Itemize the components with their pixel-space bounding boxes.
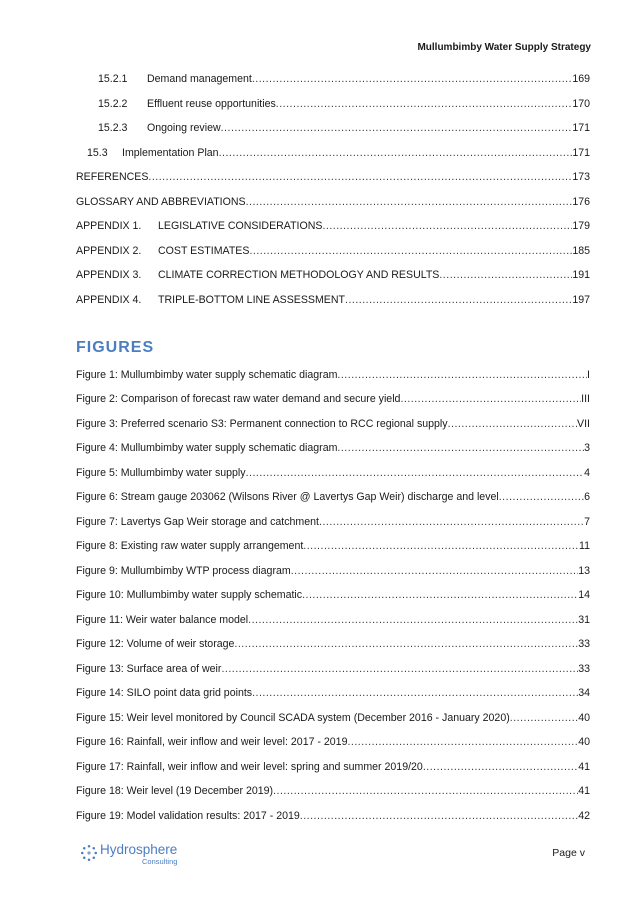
figure-entry[interactable] (76, 369, 590, 383)
toc-page: 176 (572, 196, 590, 208)
logo-subtext: Consulting (142, 857, 178, 866)
toc-entry-appendix-3[interactable] (76, 269, 590, 283)
toc-entry-15-3[interactable] (87, 147, 590, 161)
figure-entry[interactable] (76, 540, 590, 554)
figure-label: Figure 2: Comparison of forecast raw water demand and secure yield (76, 393, 401, 405)
figure-label: Figure 4: Mullumbimby water supply schematic diagram (76, 442, 338, 454)
toc-leader (221, 122, 573, 134)
figure-label: Figure 12: Volume of weir storage (76, 638, 235, 650)
figure-label: Figure 15: Weir level monitored by Council SCADA system (December 2016 - January 2020) (76, 712, 510, 724)
figure-entry[interactable] (76, 589, 590, 603)
figure-page: 7 (584, 516, 590, 528)
toc-page: 169 (572, 73, 590, 85)
figure-label: Figure 7: Lavertys Gap Weir storage and catchment (76, 516, 319, 528)
figure-entry[interactable] (76, 638, 590, 652)
figure-leader (273, 785, 578, 797)
figure-page: 3 (584, 442, 590, 454)
toc-label: LEGISLATIVE CONSIDERATIONS (158, 220, 323, 232)
toc-label: TRIPLE-BOTTOM LINE ASSESSMENT (158, 294, 345, 306)
figure-leader (400, 393, 581, 405)
toc-leader (249, 245, 572, 257)
figure-entry[interactable] (76, 418, 590, 432)
toc-label: Demand management (147, 73, 252, 85)
toc-number: 15.2.2 (98, 98, 128, 110)
toc-entry-15-2-3[interactable] (98, 122, 590, 136)
figure-leader (302, 589, 578, 601)
toc-page: 171 (572, 122, 590, 134)
toc-leader (439, 269, 572, 281)
figure-entry[interactable] (76, 785, 590, 799)
toc-leader (148, 171, 572, 183)
logo-text: Hydrosphere (100, 842, 178, 857)
figure-label: Figure 19: Model validation results: 2017 - 2019 (76, 810, 300, 822)
toc-page: 197 (572, 294, 590, 306)
figure-leader (246, 467, 585, 479)
figure-page: 13 (578, 565, 590, 577)
toc-leader (322, 220, 572, 232)
figure-entry[interactable] (76, 712, 590, 726)
figure-leader (510, 712, 578, 724)
figure-entry[interactable] (76, 687, 590, 701)
figure-label: Figure 1: Mullumbimby water supply schematic diagram (76, 369, 338, 381)
toc-page: 191 (572, 269, 590, 281)
figure-leader (448, 418, 577, 430)
toc-number: APPENDIX 4. (76, 294, 142, 306)
figure-label: Figure 8: Existing raw water supply arrangement (76, 540, 304, 552)
figure-label: Figure 11: Weir water balance model (76, 614, 249, 626)
figure-page: III (581, 393, 590, 405)
toc-number: 15.2.1 (98, 73, 128, 85)
toc-leader (252, 73, 572, 85)
figure-page: 14 (578, 589, 590, 601)
toc-entry-15-2-2[interactable] (98, 98, 590, 112)
figure-page: 40 (578, 736, 590, 748)
toc-leader (246, 196, 573, 208)
toc-leader (219, 147, 573, 159)
figure-leader (337, 442, 584, 454)
figure-leader (319, 516, 584, 528)
figure-page: I (587, 369, 590, 381)
toc-leader (345, 294, 572, 306)
figure-label: Figure 13: Surface area of weir (76, 663, 222, 675)
figure-label: Figure 6: Stream gauge 203062 (Wilsons River @ Lavertys Gap Weir) discharge and level (76, 491, 499, 503)
figure-page: VII (577, 418, 590, 430)
figure-entry[interactable] (76, 491, 590, 505)
toc-label: Implementation Plan (122, 147, 219, 159)
figure-label: Figure 9: Mullumbimby WTP process diagram (76, 565, 291, 577)
figure-leader (248, 614, 578, 626)
figure-label: Figure 3: Preferred scenario S3: Permanent connection to RCC regional supply (76, 418, 448, 430)
toc-number: 15.3 (87, 147, 108, 159)
figure-leader (252, 687, 578, 699)
figure-leader (221, 663, 578, 675)
figure-entry[interactable] (76, 810, 590, 824)
hydrosphere-logo-icon (80, 844, 98, 862)
toc-label: GLOSSARY AND ABBREVIATIONS (76, 196, 246, 208)
toc-entry-appendix-4[interactable] (76, 294, 590, 308)
toc-label: COST ESTIMATES (158, 245, 250, 257)
figure-page: 41 (578, 785, 590, 797)
toc-label: Ongoing review (147, 122, 221, 134)
figure-entry[interactable] (76, 761, 590, 775)
figure-leader (499, 491, 584, 503)
figure-entry[interactable] (76, 663, 590, 677)
toc-entry-15-2-1[interactable] (98, 73, 590, 87)
figure-leader (423, 761, 578, 773)
toc-number: APPENDIX 2. (76, 245, 142, 257)
figure-entry[interactable] (76, 467, 590, 481)
toc-page: 170 (572, 98, 590, 110)
figure-label: Figure 14: SILO point data grid points (76, 687, 253, 699)
toc-label: Effluent reuse opportunities (147, 98, 276, 110)
figure-leader (337, 369, 587, 381)
toc-entry-glossary[interactable] (76, 196, 590, 210)
figure-page: 11 (579, 540, 590, 552)
hydrosphere-logo (80, 842, 190, 868)
document-title: Mullumbimby Water Supply Strategy (417, 42, 591, 53)
figure-leader (303, 540, 579, 552)
toc-leader (276, 98, 573, 110)
figure-entry[interactable] (76, 442, 590, 456)
figure-page: 42 (578, 810, 590, 822)
toc-page: 185 (572, 245, 590, 257)
figure-page: 40 (578, 712, 590, 724)
figure-entry[interactable] (76, 565, 590, 579)
figure-label: Figure 17: Rainfall, weir inflow and weir level: spring and summer 2019/20 (76, 761, 423, 773)
toc-entry-appendix-1[interactable] (76, 220, 590, 234)
toc-page: 173 (572, 171, 590, 183)
figure-page: 41 (578, 761, 590, 773)
figure-leader (300, 810, 578, 822)
toc-page: 179 (572, 220, 590, 232)
figure-page: 33 (578, 663, 590, 675)
toc-number: APPENDIX 3. (76, 269, 142, 281)
toc-label: REFERENCES (76, 171, 149, 183)
toc-label: CLIMATE CORRECTION METHODOLOGY AND RESULTS (158, 269, 440, 281)
figure-page: 6 (584, 491, 590, 503)
figure-label: Figure 16: Rainfall, weir inflow and weir level: 2017 - 2019 (76, 736, 348, 748)
figure-leader (234, 638, 578, 650)
toc-entry-appendix-2[interactable] (76, 245, 590, 259)
figure-page: 33 (578, 638, 590, 650)
figure-label: Figure 10: Mullumbimby water supply schematic (76, 589, 303, 601)
figure-entry[interactable] (76, 736, 590, 750)
figures-heading: FIGURES (76, 339, 155, 356)
figure-page: 34 (578, 687, 590, 699)
figure-leader (291, 565, 579, 577)
figure-page: 4 (584, 467, 590, 479)
figure-leader (347, 736, 578, 748)
figure-page: 31 (578, 614, 590, 626)
figure-entry[interactable] (76, 393, 590, 407)
toc-number: 15.2.3 (98, 122, 128, 134)
figure-entry[interactable] (76, 516, 590, 530)
toc-page: 171 (572, 147, 590, 159)
toc-entry-references[interactable] (76, 171, 590, 185)
figure-entry[interactable] (76, 614, 590, 628)
figure-label: Figure 18: Weir level (19 December 2019) (76, 785, 274, 797)
toc-number: APPENDIX 1. (76, 220, 142, 232)
figure-label: Figure 5: Mullumbimby water supply (76, 467, 246, 479)
page-number: Page v (552, 847, 585, 859)
